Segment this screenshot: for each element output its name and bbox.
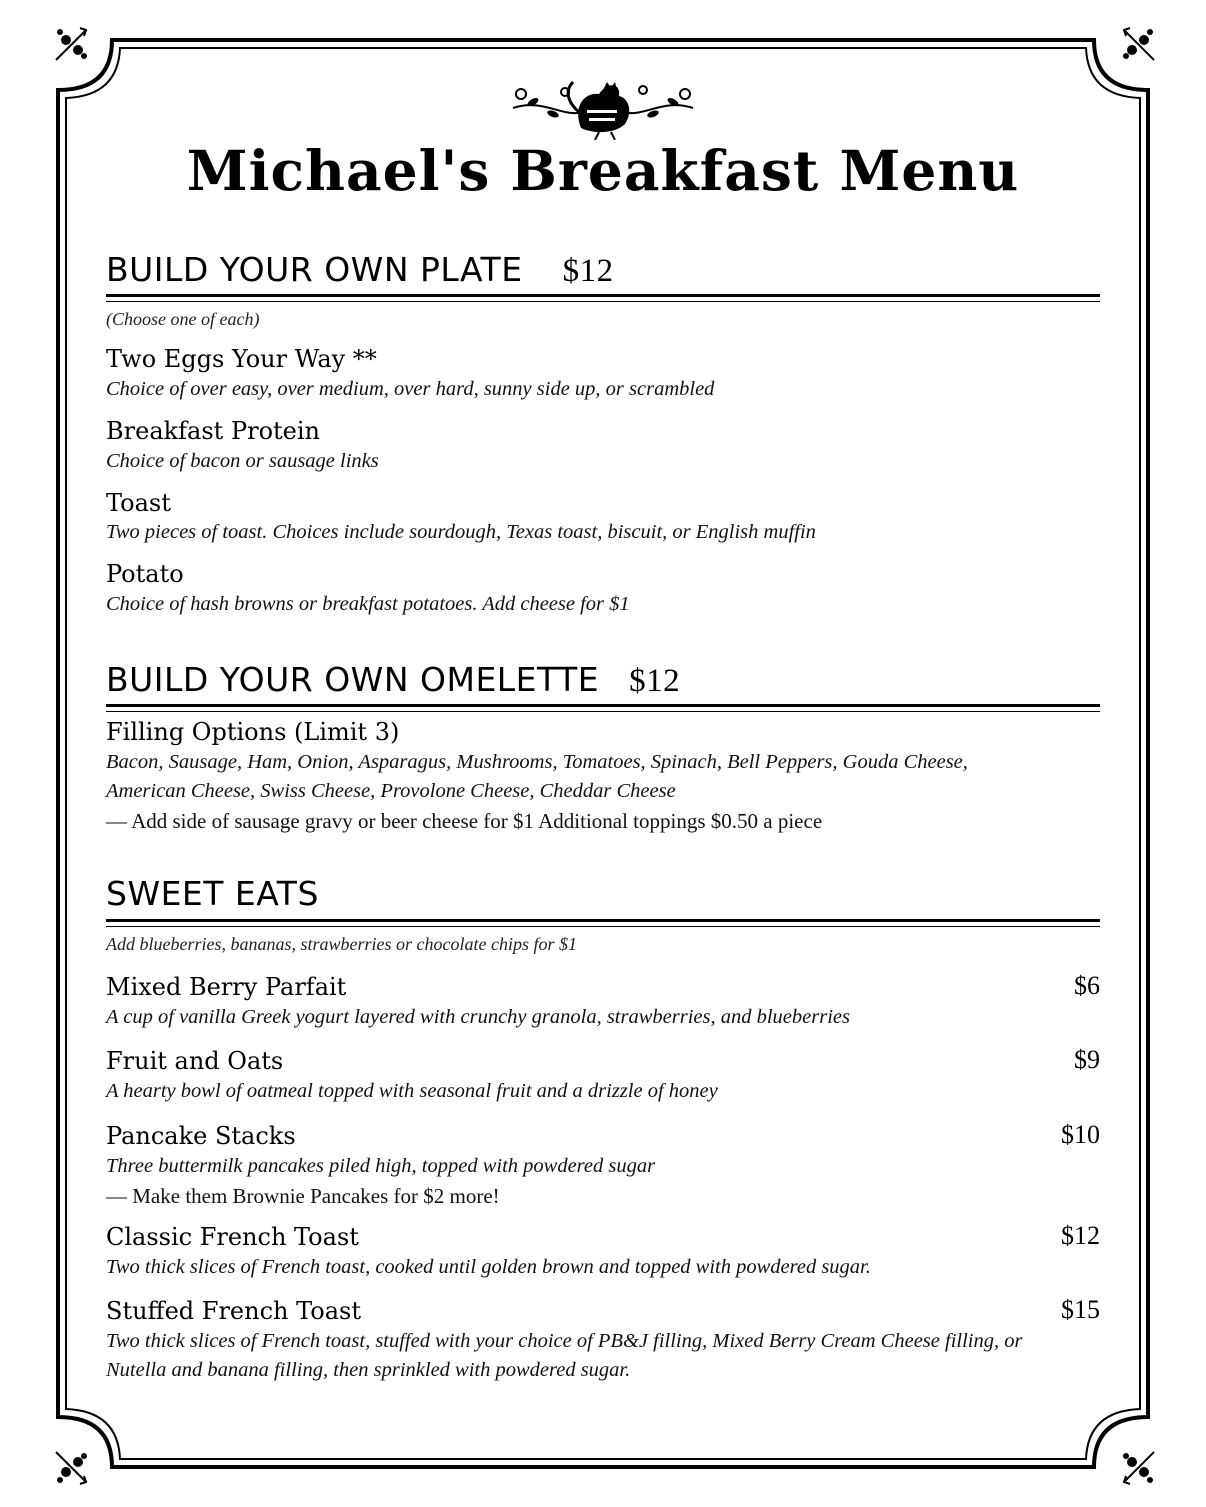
menu-item-name: Breakfast Protein: [106, 417, 320, 445]
menu-item-name: Two Eggs Your Way **: [106, 345, 377, 373]
rooster-crest-icon: [503, 68, 703, 140]
menu-item-price: $6: [1074, 971, 1100, 1000]
section-note: Add blueberries, bananas, strawberries or chocolate chips for $1: [106, 934, 577, 954]
section-heading-sweet: [106, 874, 319, 913]
menu-item-desc: Choice of over easy, over medium, over hard, sunny side up, or scrambled: [106, 378, 715, 400]
section-price: $12: [629, 663, 681, 699]
section-note: (Choose one of each): [106, 309, 260, 329]
corner-flourish-icon: [1116, 1446, 1160, 1490]
menu-item-name: Pancake Stacks: [106, 1122, 296, 1150]
menu-item-desc: Choice of bacon or sausage links: [106, 450, 379, 472]
menu-item-price: $10: [1061, 1120, 1100, 1149]
page-title: Michael's Breakfast Menu: [186, 138, 1020, 203]
menu-item-desc: Two thick slices of French toast, cooked until golden brown and topped with powdered sugar.: [106, 1256, 871, 1278]
menu-item-name: Filling Options (Limit 3): [106, 718, 400, 746]
section-heading-omelette: [106, 660, 680, 700]
menu-item-desc: Choice of hash browns or breakfast potatoes. Add cheese for $1: [106, 593, 630, 615]
section-price: $12: [562, 253, 614, 289]
menu-item-extra: — Make them Brownie Pancakes for $2 more!: [106, 1184, 500, 1208]
menu-item-name: Stuffed French Toast: [106, 1297, 361, 1325]
menu-item-desc: Bacon, Sausage, Ham, Onion, Asparagus, Mushrooms, Tomatoes, Spinach, Bell Peppers, Gouda Cheese,: [106, 751, 968, 773]
menu-item-name: Toast: [106, 489, 171, 517]
menu-item-desc: Three buttermilk pancakes piled high, topped with powdered sugar: [106, 1155, 656, 1177]
section-heading-plate: [106, 250, 614, 290]
section-divider: [106, 294, 1100, 302]
menu-item-name: Fruit and Oats: [106, 1047, 284, 1075]
section-heading-text: BUILD YOUR OWN PLATE: [106, 250, 523, 289]
section-divider: [106, 704, 1100, 712]
menu-item-desc: Two pieces of toast. Choices include sourdough, Texas toast, biscuit, or English muffin: [106, 521, 816, 543]
menu-item-price: $12: [1061, 1221, 1100, 1250]
menu-item-desc: Two thick slices of French toast, stuffed with your choice of PB&J filling, Mixed Berry Cream Cheese filling, or: [106, 1330, 1023, 1352]
menu-item-extra: — Add side of sausage gravy or beer cheese for $1 Additional toppings $0.50 a piece: [106, 809, 823, 833]
section-divider: [106, 919, 1100, 927]
menu-item-desc: A hearty bowl of oatmeal topped with seasonal fruit and a drizzle of honey: [106, 1080, 718, 1102]
menu-item-price: $9: [1074, 1045, 1100, 1074]
menu-item-desc: American Cheese, Swiss Cheese, Provolone Cheese, Cheddar Cheese: [106, 780, 676, 802]
menu-item-name: Potato: [106, 560, 184, 588]
corner-flourish-icon: [50, 1446, 94, 1490]
menu-item-desc: Nutella and banana filling, then sprinkled with powdered sugar.: [106, 1359, 631, 1381]
corner-flourish-icon: [1116, 22, 1160, 66]
menu-item-price: $15: [1061, 1295, 1100, 1324]
section-heading-text: SWEET EATS: [106, 874, 319, 913]
section-heading-text: BUILD YOUR OWN OMELETTE: [106, 660, 600, 699]
corner-flourish-icon: [50, 22, 94, 66]
menu-item-name: Classic French Toast: [106, 1223, 359, 1251]
menu-item-name: Mixed Berry Parfait: [106, 973, 347, 1001]
menu-item-desc: A cup of vanilla Greek yogurt layered with crunchy granola, strawberries, and blueberries: [106, 1006, 850, 1028]
